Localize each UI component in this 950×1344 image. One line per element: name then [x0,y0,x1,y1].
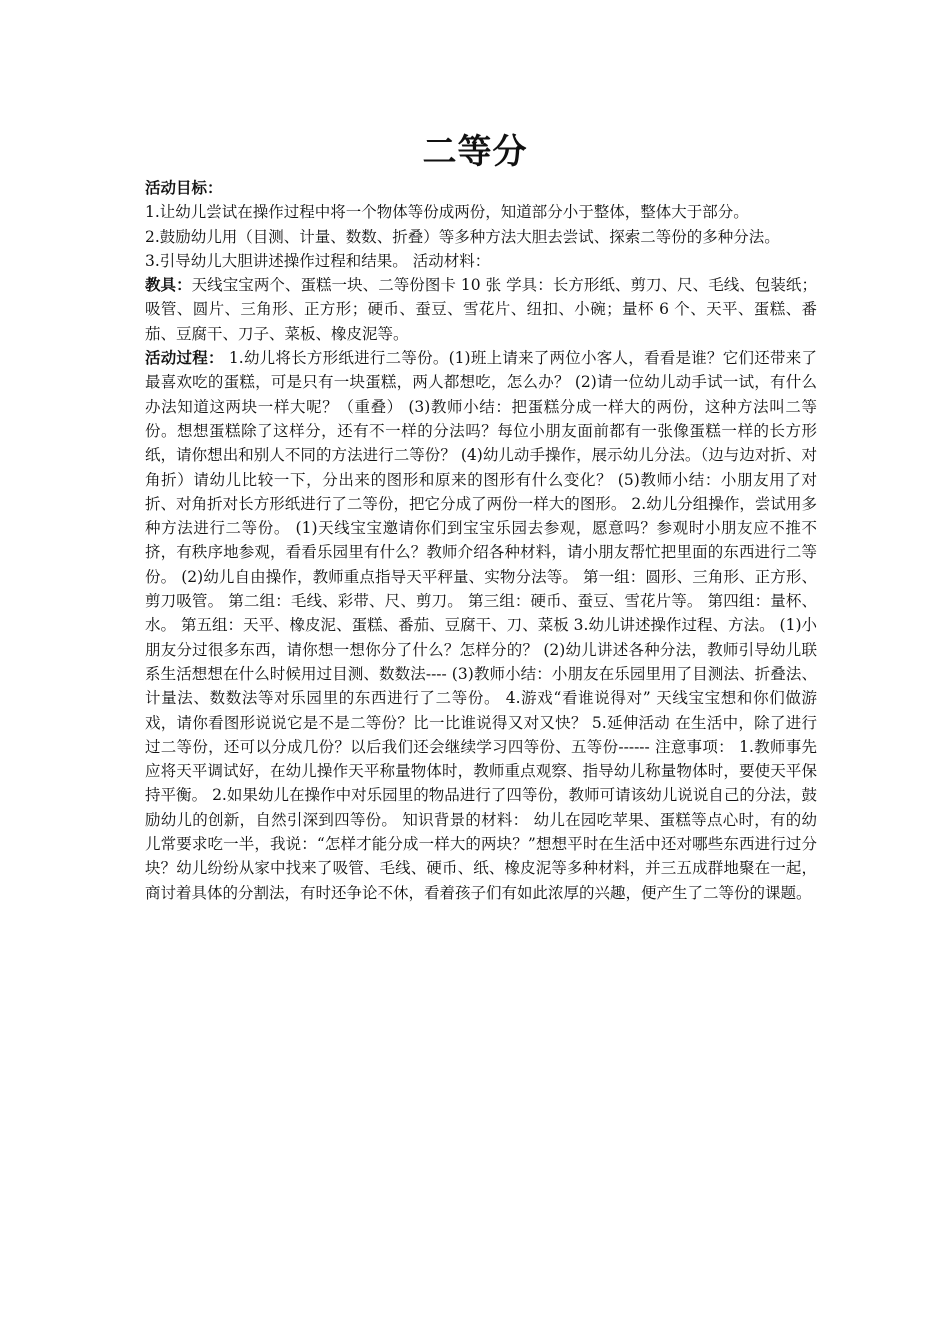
goal-item-3: 3.引导幼儿大胆讲述操作过程和结果。 活动材料： [145,251,491,270]
goal-item-2: 2.鼓励幼儿用（目测、计量、数数、折叠）等多种方法大胆去尝试、探索二等份的多种分法。 [145,227,780,246]
materials-label: 教具： [145,276,192,295]
document-body [145,176,817,905]
process-label: 活动过程： [145,349,224,368]
document-title: 二等分 [422,132,528,172]
goals-heading: 活动目标： [145,179,223,197]
goal-item-1: 1.让幼儿尝试在操作过程中将一个物体等份成两份，知道部分小于整体，整体大于部分。 [145,203,749,222]
materials-paragraph [145,273,817,346]
process-paragraph [145,346,817,905]
process-text: 1.幼儿将长方形纸进行二等份。(1)班上请来了两位小客人，看看是谁？它们还带来了最喜欢吃的蛋糕，可是只有一块蛋糕，两人都想吃，怎么办？ (2)请一位幼儿动手试一试，有什么办法知道这两块一样大呢？（重叠） (3)教师小结：把蛋糕分成一样大的两份，这种方法叫二等份。想想蛋糕除了这样分，还有不一样的分法吗？每位小朋友面前都有一张像蛋糕一样的长方形纸，请你想出和别人不同的方法进行二等份？ (4)幼儿动手操作，展示幼儿分法。（边与边对折、对角折）请幼儿比较一下，分出来的图形和原来的图形有什么变化？ (5)教师小结：小朋友用了对折、对角折对长方形纸进行了二等份，把它分成了两份一样大的图形。 2.幼儿分组操作，尝试用多种方法进行二等份。 (1)天线宝宝邀请你们到宝宝乐园去参观，愿意吗？参观时小朋友应不推不挤，有秩序地参观，看看乐园里有什么？教师介绍各种材料，请小朋友帮忙把里面的东西进行二等份。 (2)幼儿自由操作，教师重点指导天平秤量、实物分法等。 第一组：圆形、三角形、正方形、剪刀吸管。 第二组：毛线、彩带、尺、剪刀。 第三组：硬币、蚕豆、雪花片等。 第四组：量杯、水。 第五组：天平、橡皮泥、蛋糕、番茄、豆腐干、刀、菜板 3.幼儿讲述操作过程、方法。 (1)小朋友分过很多东西，请你想一想你分了什么？怎样分的？ (2)幼儿讲述各种分法，教师引导幼儿联系生活想想在什么时候用过目测、数数法---- (3)教师小结：小朋友在乐园里用了目测法、折叠法、计量法、数数法等对乐园里的东西进行了二等份。 4.游戏“看谁说得对” 天线宝宝想和你们做游戏，请你看图形说说它是不是二等份？比一比谁说得又对又快？ 5.延伸活动 在生活中，除了进行过二等份，还可以分成几份？以后我们还会继续学习四等份、五等份------ 注意事项： 1.教师事先应将天平调试好，在幼儿操作天平称量物体时，教师重点观察、指导幼儿称量物体时，要使天平保持平衡。 2.如果幼儿在操作中对乐园里的物品进行了四等份，教师可请该幼儿说说自己的分法，鼓励幼儿的创新，自然引深到四等份。 知识背景的材料： 幼儿在园吃苹果、蛋糕等点心时，有的幼儿常要求吃一半，我说：“怎样才能分成一样大的两块？”想想平时在生活中还对哪些东西进行过分块？幼儿纷纷从家中找来了吸管、毛线、硬币、纸、橡皮泥等多种材料，并三五成群地聚在一起，商讨着具体的分割法，有时还争论不休，看着孩子们有如此浓厚的兴趣，便产生了二等份的课题。 [145,349,817,902]
materials-text: 天线宝宝两个、蛋糕一块、二等份图卡 10 张 学具：长方形纸、剪刀、尺、毛线、包装纸；吸管、圆片、三角形、正方形；硬币、蚕豆、雪花片、纽扣、小碗；量杯 6 个、天平、蛋糕、番茄、豆腐干、刀子、菜板、橡皮泥等。 [145,276,817,343]
